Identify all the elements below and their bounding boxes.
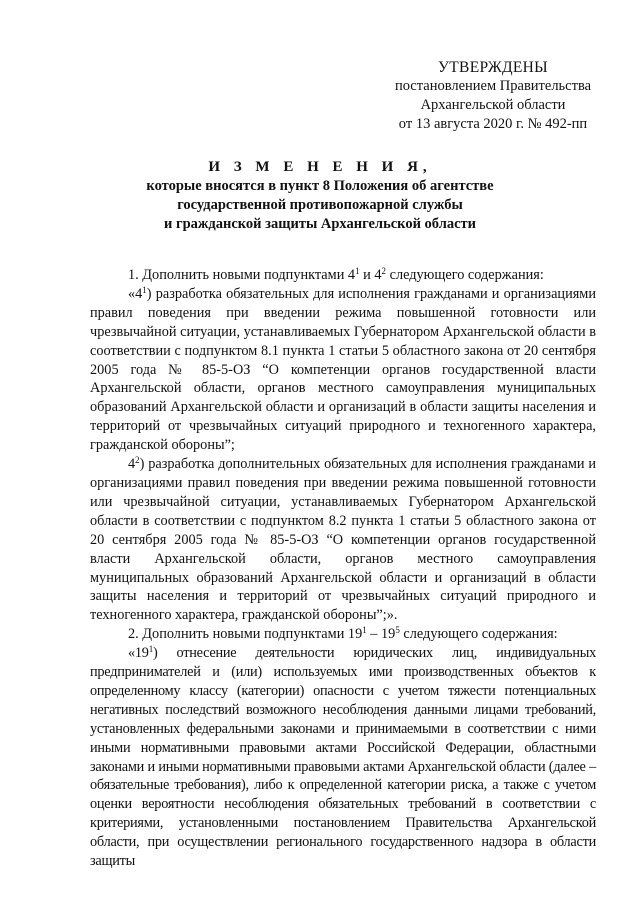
approval-heading: УТВЕРЖДЕНЫ (438, 59, 548, 76)
paragraph-subitem-19-1 (90, 644, 596, 871)
p1-text-a: 1. Дополнить новыми подпунктами 4 (128, 267, 356, 283)
p3-text-a: 4 (128, 456, 136, 473)
p3-text-b: ) разработка дополнительных обязательных для исполнения гражданами и организациями правил поведения при введении режима повышенной готовности или чрезвычайной ситуации, устанавливаемых Губернатором Архангельской области в соответствии с подпунктом 8.2 пункта 1 статьи 5 областного закона от 20 сентября 2005 года № 85-5-ОЗ “О компетенции органов государственной власти Архангельской области, органов местного самоуправления муниципальных образований Архангельской области и организаций в области защиты населения и территорий от чрезвычайных ситуаций природного и техногенного характера, гражданской обороны”;». (90, 456, 596, 624)
title-line-2: государственной противопожарной службы (177, 197, 463, 213)
document-body (90, 266, 596, 871)
p1-superscript-1: 1 (355, 266, 360, 276)
paragraph-subitem-4-2 (90, 455, 596, 625)
paragraph-item-1 (90, 266, 596, 285)
approval-line-2: Архангельской области (420, 97, 566, 113)
title-line-1: которые вносятся в пункт 8 Положения об агентстве (146, 178, 494, 194)
p2-text-a: «4 (128, 285, 143, 302)
p1-superscript-2: 2 (381, 266, 387, 276)
p1-text-c: следующего содержания: (386, 267, 544, 283)
p2-text-b: ) разработка обязательных для исполнения гражданами и организациями правил поведения при введении режима повышенной готовности или чрезвычайной ситуации, устанавливаемых Губернатором Архангельской области в соответствии с подпунктом 8.1 пункта 1 статьи 5 областного закона от 20 сентября 2005 года № 85-5-ОЗ “О компетенции органов государственной власти Архангельской области, органов местного самоуправления муниципальных образований Архангельской области и организаций в области защиты населения и территорий от чрезвычайных ситуаций природного и техногенного характера, гражданской обороны”; (90, 285, 596, 454)
p3-superscript: 2 (135, 455, 140, 466)
p5-text-a: «19 (128, 645, 149, 662)
document-title (60, 158, 580, 234)
paragraph-subitem-4-1 (90, 285, 596, 455)
p4-text-c: следующего содержания: (399, 626, 558, 643)
p5-text-b: ) отнесение деятельности юридических лиц, индивидуальных предпринимателей и (или) используемых ими производственных объектов к определенному классу (категории) опасности с учетом тяжести потенциальных негативных последствий возможного несоблюдения данными лицами требований, установленных федеральными законами и принимаемыми в соответствии с ними иными нормативными правовыми актами Российской Федерации, областными законами и иными нормативными правовыми актами Архангельской области (далее – обязательные требования), либо к определенной категории риска, а также с учетом оценки вероятности несоблюдения обязательных требований в соответствии с критериями, установленными постановлением Правительства Архангельской области, при осуществлении регионального государственного надзора в области защиты (90, 645, 596, 870)
title-line-3: и гражданской защиты Архангельской области (164, 216, 476, 232)
p1-text-b: и 4 (359, 267, 382, 283)
p4-text-a: 2. Дополнить новыми подпунктами 19 (128, 626, 363, 643)
approval-line-3: от 13 августа 2020 г. № 492-пп (398, 116, 588, 132)
approval-stamp-block (388, 58, 598, 134)
approval-line-1: постановлением Правительства (394, 78, 592, 94)
p4-text-b: – 19 (366, 626, 396, 643)
p4-superscript-1: 1 (362, 625, 367, 636)
p4-superscript-2: 5 (395, 625, 400, 636)
paragraph-item-2 (90, 625, 596, 644)
title-word: И З М Е Н Е Н И Я, (208, 159, 432, 175)
p5-superscript: 1 (148, 644, 153, 655)
p2-superscript: 1 (142, 284, 147, 295)
